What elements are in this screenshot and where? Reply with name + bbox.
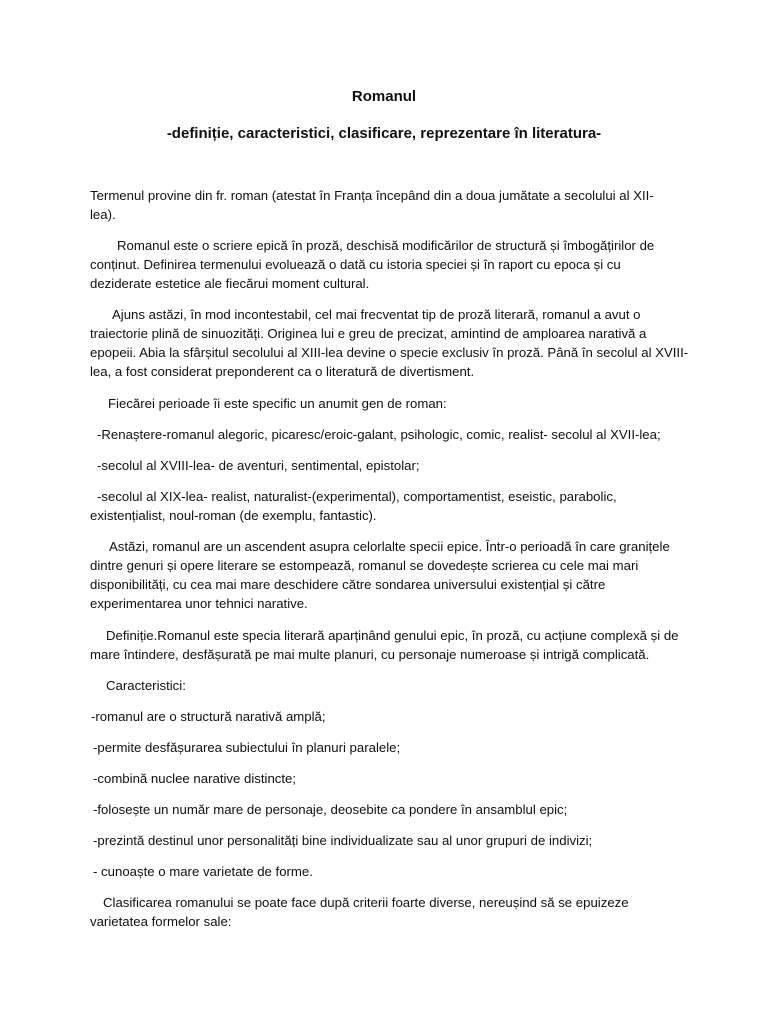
list-item: -combină nuclee narative distincte;: [93, 771, 297, 786]
list-item: -romanul are o structură narativă amplă;: [91, 709, 326, 724]
text-line: lea).: [90, 207, 116, 222]
text-line: Astăzi, romanul are un ascendent asupra celorlalte specii epice. Într-o perioadă în care granițele: [109, 539, 670, 554]
text-line: dintre genuri și opere literare se estompează, romanul se dovedește scrierea cu cele mai mari: [90, 558, 639, 573]
list-item: -secolul al XIX-lea- realist, naturalist-(experimental), comportamentist, eseistic, parabolic,: [97, 489, 617, 504]
list-item: -Renaștere-romanul alegoric, picaresc/eroic-galant, psihologic, comic, realist- secolul al XVII-lea;: [97, 427, 661, 442]
section-heading: Caracteristici:: [106, 678, 186, 693]
text-line: varietatea formelor sale:: [90, 914, 232, 929]
text-line: Romanul este o scriere epică în proză, deschisă modificărilor de structură și îmbogățirilor de: [117, 238, 655, 253]
text-line: Fiecărei perioade îi este specific un anumit gen de roman:: [108, 396, 447, 411]
list-item: - cunoaște o mare varietate de forme.: [93, 864, 313, 879]
list-item: -secolul al XVIII-lea- de aventuri, sentimental, epistolar;: [97, 458, 420, 473]
list-item: -permite desfășurarea subiectului în planuri paralele;: [93, 740, 401, 755]
text-line: Definiție.Romanul este specia literară aparținând genului epic, în proză, cu acțiune complexă și de: [106, 628, 679, 643]
document-subtitle: -definiție, caracteristici, clasificare, reprezentare în literatura-: [166, 125, 602, 142]
text-line: traiectorie plină de sinuozități. Originea lui e greu de precizat, amintind de amploarea narativă a: [90, 326, 647, 341]
list-item: existențialist, noul-roman (de exemplu, fantastic).: [90, 508, 377, 523]
document-title: Romanul: [351, 88, 417, 105]
text-line: Ajuns astăzi, în mod incontestabil, cel mai frecventat tip de proză literară, romanul a avut o: [112, 307, 641, 322]
text-line: mare întindere, desfășurată pe mai multe planuri, cu personaje numeroase și intrigă complicată.: [90, 647, 650, 662]
text-line: lea, a fost considerat preponderent ca o literatură de divertisment.: [90, 364, 475, 379]
list-item: -folosește un număr mare de personaje, deosebite ca pondere în ansamblul epic;: [93, 802, 568, 817]
text-line: deziderate estetice ale fiecărui moment cultural.: [90, 276, 370, 291]
text-line: epopeii. Abia la sfârșitul secolului al XIII-lea devine o specie exclusiv în proză. Până în secolul al XVIII-: [90, 345, 689, 360]
text-line: Termenul provine din fr. roman (atestat în Franța începând din a doua jumătate a secolului al XII-: [90, 188, 654, 203]
text-line: conținut. Definirea termenului evoluează o dată cu istoria speciei și în raport cu epoca și cu: [90, 257, 621, 272]
text-line: disponibilități, cu cea mai mare deschidere către sondarea universului existențial și către: [90, 577, 606, 592]
list-item: -prezintă destinul unor personalități bine individualizate sau al unor grupuri de indivizi;: [93, 833, 593, 848]
text-line: Clasificarea romanului se poate face după criterii foarte diverse, nereușind să se epuizeze: [103, 895, 629, 910]
text-line: experimentarea unor tehnici narative.: [90, 596, 308, 611]
